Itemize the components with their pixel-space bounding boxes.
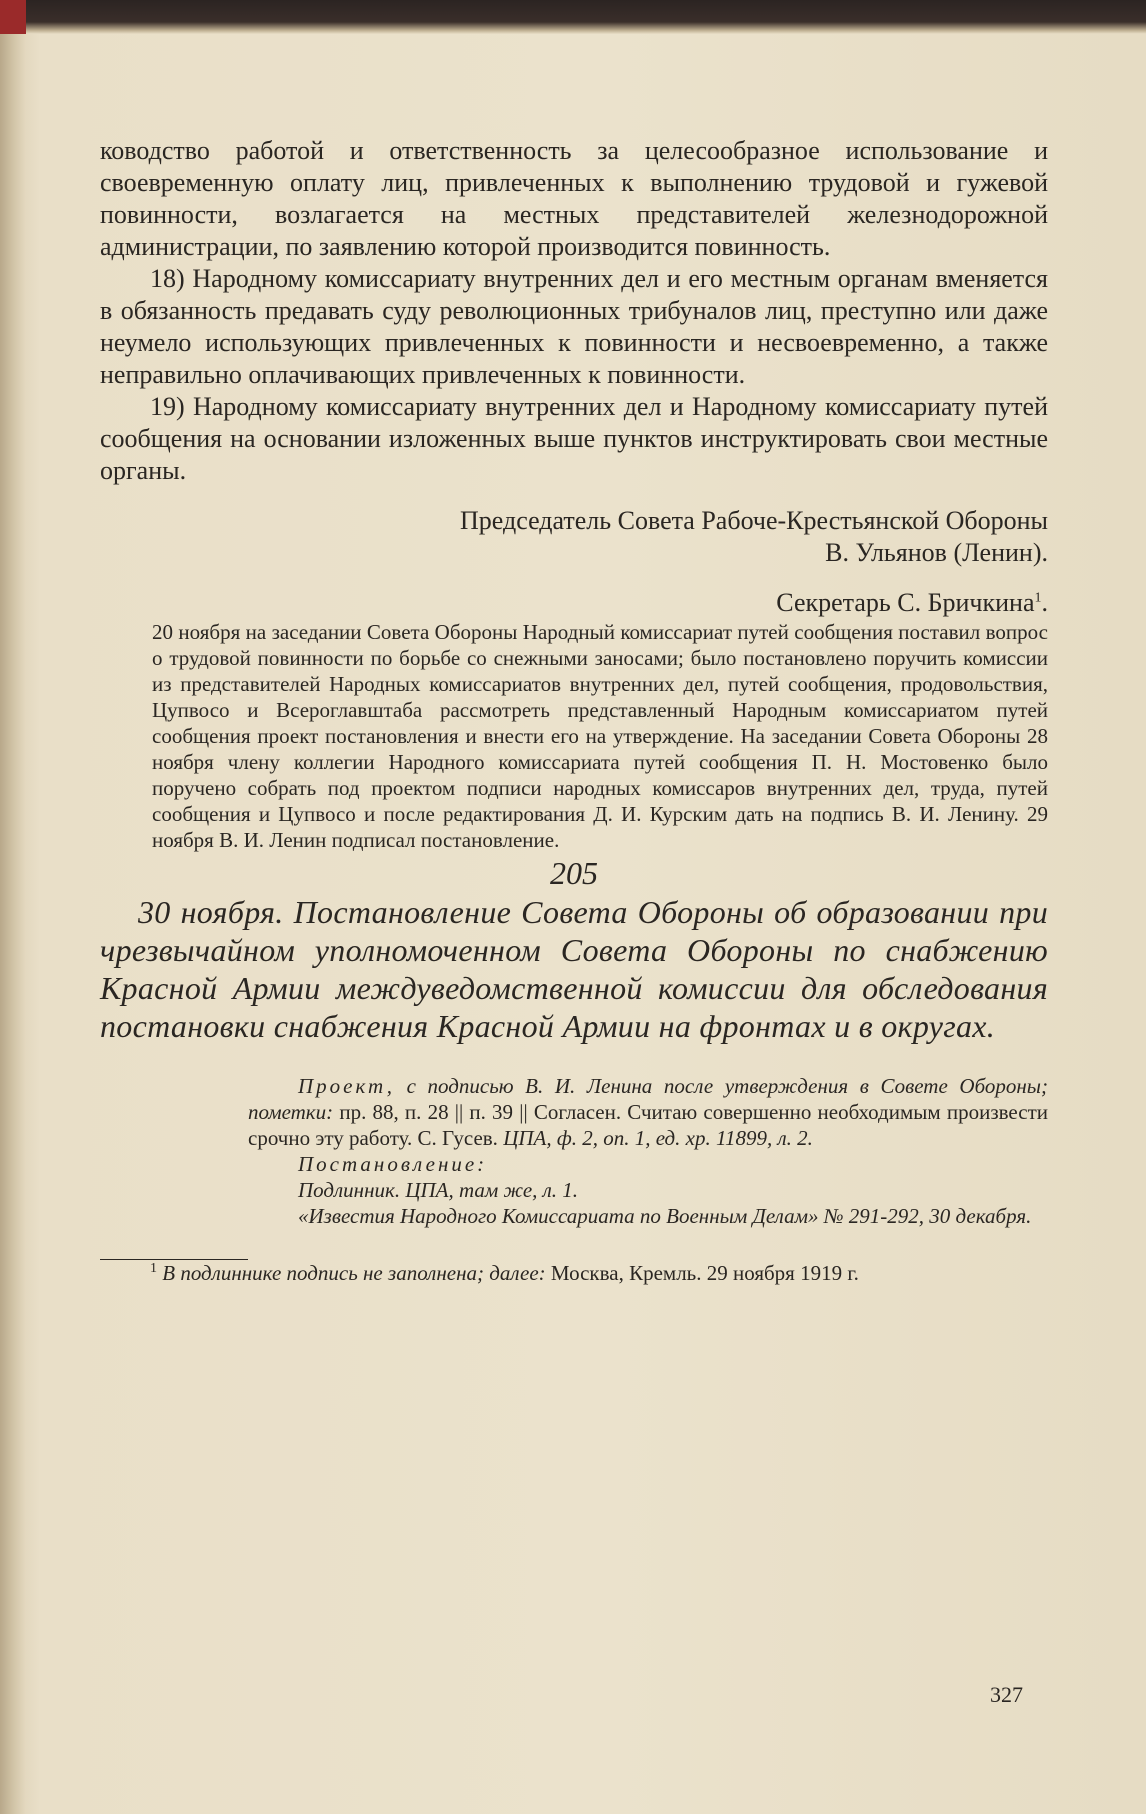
paragraph-19: 19) Народному комиссариату внутренних дел и Народному комиссариату путей сообщения на основании изложенных выше пунктов инструктировать свои местные органы. — [100, 392, 1048, 485]
editorial-note: 20 ноября на заседании Совета Обороны Народный комиссариат путей сообщения поставил вопрос о трудовой повинности по борьбе со снежными заносами; было постановлено поручить комиссии из представителей Народных комиссариатов внутренних дел, путей сообщения, продовольствия, Цупвосо и Всероглавштаба рассмотреть представленный Народным комиссариатом путей сообщения проект постановления и внести его на утверждение. На заседании Совета Обороны 28 ноября члену коллегии Народного комиссариата путей сообщения П. Н. Мостовенко было поручено собрать под проектом подписи народных комиссаров внутренних дел, труда, путей сообщения и Цупвосо и после редактирования Д. И. Курским дать на подпись В. И. Ленину. 29 ноября В. И. Ленин подписал постановление. — [152, 620, 1048, 852]
paragraph-continuation: ководство работой и ответственность за целесообразное использование и своевременную оплату лиц, привлеченных к выполнению трудовой и гужевой повинности, возлагается на местных представителей железнодорожной администрации, по заявлению которой производится повинность. — [100, 136, 1048, 261]
document-number: 205 — [550, 855, 598, 891]
paragraph-18: 18) Народному комиссариату внутренних дел и его местным органам вменяется в обязанность предавать суду революционных трибуналов лиц, преступно или даже неумело использующих привлеченных к повинности и несвоевременно, а также неправильно оплачивающих привлеченных к повинности. — [100, 264, 1048, 389]
footnote-ref: 1 — [1034, 590, 1042, 606]
source-resolution-label: Постановление: — [298, 1152, 488, 1176]
signature-block — [100, 505, 1048, 619]
page-number: 327 — [990, 1682, 1023, 1707]
signature-chair-title: Председатель Совета Рабоче-Крестьянской Обороны — [460, 506, 1048, 535]
source-original: Подлинник. ЦПА, там же, л. 1. — [298, 1178, 579, 1202]
source-publication: «Известия Народного Комиссариата по Военным Делам» № 291-292, 30 декабря. — [298, 1204, 1032, 1228]
source-notes — [248, 1073, 1048, 1229]
signature-secretary: Секретарь С. Бричкина$^1$. — [776, 588, 1048, 617]
document-title: 30 ноября. Постановление Совета Обороны об образовании при чрезвычайном уполномоченном Совета Обороны по снабжению Красной Армии междуведомственной комиссии для обследования постановки снабжения Красной Армии на фронтах и в округах. — [100, 894, 1048, 1044]
footnote: $^1$ В подлиннике подпись не заполнена; далее: Москва, Кремль. 29 ноября 1919 г. — [150, 1261, 859, 1285]
signature-chair-name: В. Ульянов (Ленин). — [825, 538, 1048, 567]
page-top-edge — [0, 0, 1146, 34]
page-content — [100, 135, 1048, 1286]
book-spine-shadow — [0, 34, 26, 1814]
source-draft: Проект, с подписью В. И. Ленина после утверждения в Совете Обороны; пометки: пр. 88, п. 28 || п. 39 || Согласен. Считаю совершенно необходимым произвести срочно эту работу. С. Гусев. ЦПА, ф. 2, оп. 1, ед. хр. 11899, л. 2. — [248, 1074, 1048, 1150]
bookmark-ribbon — [0, 0, 26, 34]
